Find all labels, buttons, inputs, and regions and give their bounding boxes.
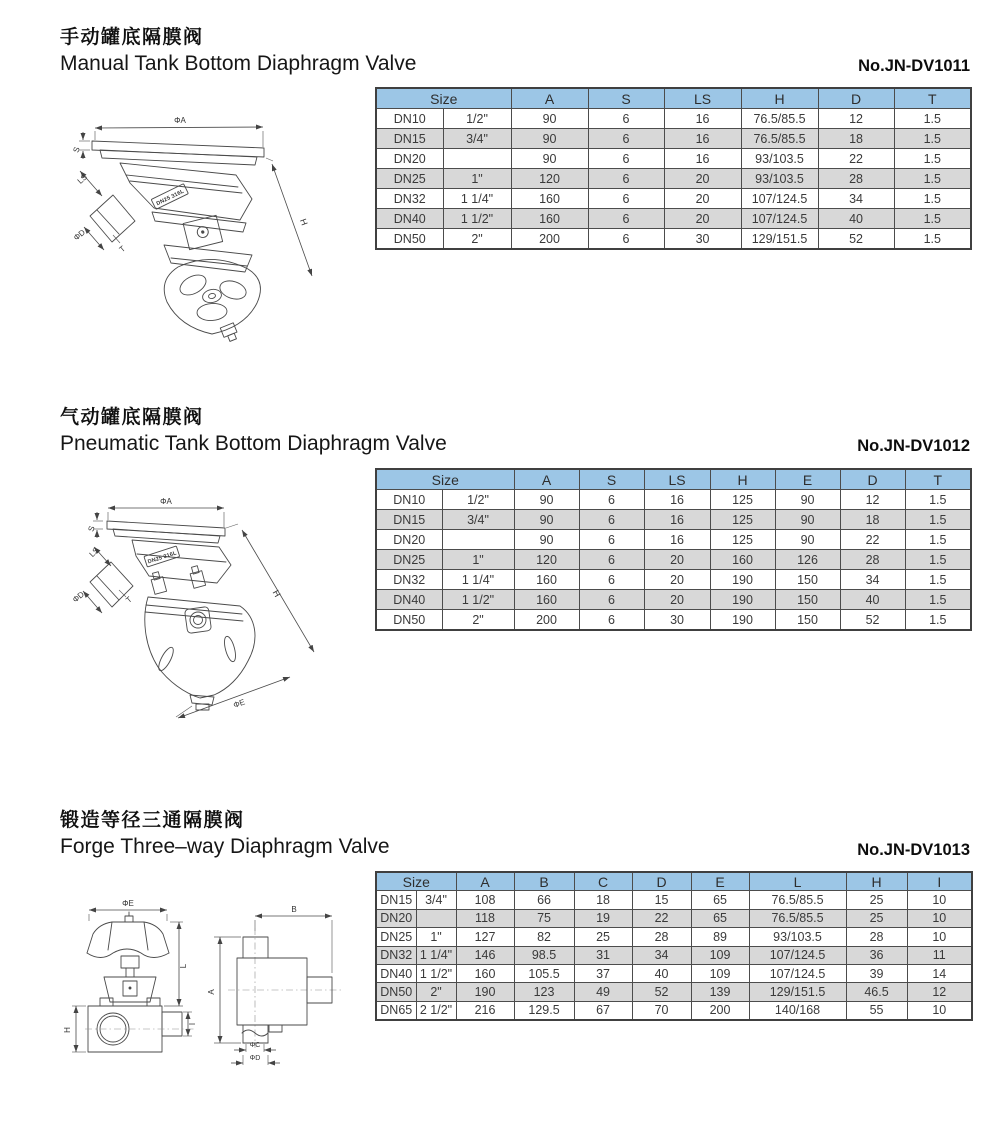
dim-label-phi-a: ΦA bbox=[174, 116, 186, 125]
table-cell: 160 bbox=[514, 590, 579, 610]
table-row bbox=[376, 590, 971, 610]
table-cell: 20 bbox=[644, 590, 710, 610]
table-cell: 6 bbox=[579, 510, 644, 530]
table-cell: 18 bbox=[574, 891, 632, 909]
dim-label-l: L bbox=[179, 963, 188, 969]
table-cell: 75 bbox=[514, 909, 574, 927]
column-header: D bbox=[818, 88, 894, 109]
table-cell: 66 bbox=[514, 891, 574, 909]
table-cell: DN10 bbox=[376, 109, 443, 129]
table-cell: 6 bbox=[579, 610, 644, 631]
table-cell: 140/168 bbox=[749, 1001, 846, 1020]
manual-valve-dimensions bbox=[71, 116, 312, 276]
table-cell: 1.5 bbox=[894, 189, 971, 209]
section3-title-en: Forge Three–way Diaphragm Valve bbox=[60, 835, 390, 858]
table-cell: 90 bbox=[775, 530, 840, 550]
table-cell: 16 bbox=[664, 149, 741, 169]
table-cell: 1.5 bbox=[894, 169, 971, 189]
column-header: C bbox=[574, 872, 632, 891]
pneumatic-valve-drawing bbox=[45, 478, 335, 746]
table-row bbox=[376, 149, 971, 169]
table-cell: DN50 bbox=[376, 983, 416, 1001]
table-row bbox=[376, 983, 972, 1001]
table-cell: 12 bbox=[840, 490, 905, 510]
table-cell: 1.5 bbox=[905, 550, 971, 570]
pneumatic-valve-dimensions bbox=[71, 497, 314, 718]
table-cell: 28 bbox=[840, 550, 905, 570]
table-cell: 1 1/2" bbox=[442, 590, 514, 610]
table-cell: 10 bbox=[907, 909, 972, 927]
column-header: D bbox=[840, 469, 905, 490]
table-cell: 2" bbox=[416, 983, 456, 1001]
table-cell: 90 bbox=[775, 490, 840, 510]
table-row bbox=[376, 169, 971, 189]
table-cell: 20 bbox=[664, 169, 741, 189]
table-cell: 90 bbox=[775, 510, 840, 530]
table-cell: 1 1/4" bbox=[416, 946, 456, 964]
table-cell: 2" bbox=[443, 229, 511, 250]
column-header: LS bbox=[644, 469, 710, 490]
table-cell: 25 bbox=[574, 928, 632, 946]
table-cell bbox=[442, 530, 514, 550]
table-cell: DN20 bbox=[376, 909, 416, 927]
table-row bbox=[376, 570, 971, 590]
column-header: I bbox=[907, 872, 972, 891]
column-header: L bbox=[749, 872, 846, 891]
table-cell: 3/4" bbox=[416, 891, 456, 909]
table-cell: 129/151.5 bbox=[749, 983, 846, 1001]
table-row bbox=[376, 610, 971, 631]
table-cell: 190 bbox=[710, 610, 775, 631]
table-row bbox=[376, 510, 971, 530]
badge-label: DN25 316L bbox=[147, 550, 178, 566]
table-cell: 76.5/85.5 bbox=[749, 891, 846, 909]
table-row bbox=[376, 129, 971, 149]
dim-label-i: I bbox=[188, 1022, 197, 1026]
table-cell: 14 bbox=[907, 964, 972, 982]
column-header: T bbox=[894, 88, 971, 109]
badge-label: DN25 316L bbox=[155, 188, 186, 208]
table-cell: 22 bbox=[818, 149, 894, 169]
table-cell: 1" bbox=[416, 928, 456, 946]
table-cell: 150 bbox=[775, 590, 840, 610]
table-cell: 2 1/2" bbox=[416, 1001, 456, 1020]
table-cell: 90 bbox=[511, 149, 588, 169]
table-cell: DN20 bbox=[376, 530, 442, 550]
table-cell: 82 bbox=[514, 928, 574, 946]
table-cell: 160 bbox=[456, 964, 514, 982]
table-cell: 107/124.5 bbox=[749, 946, 846, 964]
table-cell: 200 bbox=[514, 610, 579, 631]
table-row bbox=[376, 550, 971, 570]
table-cell: DN10 bbox=[376, 490, 442, 510]
dim-label-phi-d: ΦD bbox=[70, 589, 86, 605]
table-cell: 70 bbox=[632, 1001, 691, 1020]
table-cell: 16 bbox=[644, 490, 710, 510]
table-cell: 20 bbox=[664, 209, 741, 229]
table-cell: 22 bbox=[840, 530, 905, 550]
table-cell: 52 bbox=[840, 610, 905, 631]
table-row bbox=[376, 229, 971, 250]
table-cell: 90 bbox=[514, 510, 579, 530]
table-row bbox=[376, 928, 972, 946]
column-header: Size bbox=[376, 469, 514, 490]
table-cell: 16 bbox=[664, 109, 741, 129]
table-cell: 34 bbox=[818, 189, 894, 209]
table-cell: 30 bbox=[664, 229, 741, 250]
table-cell: 90 bbox=[511, 109, 588, 129]
table-cell: 16 bbox=[664, 129, 741, 149]
table-cell: 49 bbox=[574, 983, 632, 1001]
table-cell: 11 bbox=[907, 946, 972, 964]
column-header: S bbox=[588, 88, 664, 109]
table-cell: DN40 bbox=[376, 590, 442, 610]
section2-model-no: No.JN-DV1012 bbox=[857, 437, 970, 455]
table-cell: 12 bbox=[907, 983, 972, 1001]
table-cell: 2" bbox=[442, 610, 514, 631]
threeway-spec-table bbox=[375, 871, 973, 1021]
table-cell: 19 bbox=[574, 909, 632, 927]
table-row bbox=[376, 189, 971, 209]
table-cell: 89 bbox=[691, 928, 749, 946]
table-cell: 18 bbox=[818, 129, 894, 149]
table-cell: DN40 bbox=[376, 209, 443, 229]
table-cell: 1.5 bbox=[894, 229, 971, 250]
dim-label-h: H bbox=[298, 217, 310, 227]
table-cell: 28 bbox=[846, 928, 907, 946]
table-cell: 76.5/85.5 bbox=[741, 129, 818, 149]
table-cell: 125 bbox=[710, 510, 775, 530]
table-cell: 146 bbox=[456, 946, 514, 964]
table-cell: 6 bbox=[588, 149, 664, 169]
pneumatic-spec-table bbox=[375, 468, 972, 631]
table-cell: DN32 bbox=[376, 189, 443, 209]
table-cell: 55 bbox=[846, 1001, 907, 1020]
table-cell: 1.5 bbox=[905, 510, 971, 530]
table-cell: 123 bbox=[514, 983, 574, 1001]
table-cell: 6 bbox=[588, 209, 664, 229]
table-cell: 6 bbox=[579, 490, 644, 510]
table-cell: 20 bbox=[644, 550, 710, 570]
table-cell: 107/124.5 bbox=[741, 189, 818, 209]
manual-valve-drawing bbox=[45, 98, 335, 348]
table-cell: 105.5 bbox=[514, 964, 574, 982]
table-cell: 67 bbox=[574, 1001, 632, 1020]
table-cell: 76.5/85.5 bbox=[749, 909, 846, 927]
manual-valve-body bbox=[90, 141, 264, 343]
section1-title-en: Manual Tank Bottom Diaphragm Valve bbox=[60, 52, 417, 75]
table-cell: 6 bbox=[588, 189, 664, 209]
table-cell: 125 bbox=[710, 490, 775, 510]
table-cell: 160 bbox=[710, 550, 775, 570]
column-header: H bbox=[710, 469, 775, 490]
table-cell: 1.5 bbox=[905, 530, 971, 550]
table-cell: DN50 bbox=[376, 610, 442, 631]
table-cell: 12 bbox=[818, 109, 894, 129]
table-cell: 28 bbox=[818, 169, 894, 189]
table-cell: 46.5 bbox=[846, 983, 907, 1001]
table-cell: 6 bbox=[588, 169, 664, 189]
table-cell: 1/2" bbox=[443, 109, 511, 129]
pneumatic-valve-body bbox=[87, 521, 255, 710]
dim-label-t: T bbox=[124, 594, 134, 605]
column-header: T bbox=[905, 469, 971, 490]
table-cell: 200 bbox=[511, 229, 588, 250]
table-cell: 20 bbox=[664, 189, 741, 209]
dim-label-ls: LS bbox=[75, 172, 89, 186]
table-cell: 120 bbox=[511, 169, 588, 189]
section3-model-no: No.JN-DV1013 bbox=[857, 841, 970, 859]
table-cell: 190 bbox=[456, 983, 514, 1001]
table-cell: DN50 bbox=[376, 229, 443, 250]
section3-title-zh: 锻造等径三通隔膜阀 bbox=[60, 810, 245, 831]
table-cell: 1/2" bbox=[442, 490, 514, 510]
table-cell: 1 1/2" bbox=[443, 209, 511, 229]
header-row bbox=[376, 88, 971, 109]
table-cell: 160 bbox=[511, 209, 588, 229]
table-cell: 28 bbox=[632, 928, 691, 946]
column-header: Size bbox=[376, 872, 456, 891]
table-cell: 15 bbox=[632, 891, 691, 909]
table-cell: 120 bbox=[514, 550, 579, 570]
dim-label-t: T bbox=[117, 244, 128, 255]
table-cell: 1 1/2" bbox=[416, 964, 456, 982]
table-cell: 216 bbox=[456, 1001, 514, 1020]
table-cell: 160 bbox=[511, 189, 588, 209]
table-cell: 1 1/4" bbox=[443, 189, 511, 209]
table-cell: 109 bbox=[691, 964, 749, 982]
table-cell: 10 bbox=[907, 928, 972, 946]
table-cell: 1" bbox=[443, 169, 511, 189]
table-cell: 1.5 bbox=[894, 109, 971, 129]
dim-label-ls: LS bbox=[87, 545, 101, 559]
table-cell: 16 bbox=[644, 530, 710, 550]
table-row bbox=[376, 1001, 972, 1020]
table-cell: 3/4" bbox=[442, 510, 514, 530]
dim-label-phi-d: ΦD bbox=[71, 227, 87, 243]
table-cell: 118 bbox=[456, 909, 514, 927]
table-cell: 107/124.5 bbox=[749, 964, 846, 982]
dim-label-a: A bbox=[207, 989, 216, 995]
dim-label-h: H bbox=[270, 588, 283, 599]
table-cell: 16 bbox=[644, 510, 710, 530]
table-cell: 6 bbox=[579, 550, 644, 570]
column-header: LS bbox=[664, 88, 741, 109]
table-cell: 125 bbox=[710, 530, 775, 550]
section2-title-en: Pneumatic Tank Bottom Diaphragm Valve bbox=[60, 432, 447, 455]
table-cell: 1.5 bbox=[894, 149, 971, 169]
column-header: Size bbox=[376, 88, 511, 109]
table-cell: 127 bbox=[456, 928, 514, 946]
table-cell: 129.5 bbox=[514, 1001, 574, 1020]
table-cell: 76.5/85.5 bbox=[741, 109, 818, 129]
table-cell: 6 bbox=[579, 590, 644, 610]
table-cell: 1.5 bbox=[905, 570, 971, 590]
table-row bbox=[376, 109, 971, 129]
table-cell: 126 bbox=[775, 550, 840, 570]
table-row bbox=[376, 891, 972, 909]
table-cell: DN15 bbox=[376, 129, 443, 149]
table-cell: 40 bbox=[818, 209, 894, 229]
pneumatic-valve-badge bbox=[144, 546, 180, 567]
table-cell: 30 bbox=[644, 610, 710, 631]
section1-model-no: No.JN-DV1011 bbox=[858, 57, 970, 75]
table-row bbox=[376, 909, 972, 927]
table-cell: 40 bbox=[840, 590, 905, 610]
table-cell: 6 bbox=[588, 129, 664, 149]
table-cell: DN40 bbox=[376, 964, 416, 982]
table-cell: 98.5 bbox=[514, 946, 574, 964]
table-cell: 25 bbox=[846, 909, 907, 927]
table-cell: DN65 bbox=[376, 1001, 416, 1020]
table-cell: 6 bbox=[588, 229, 664, 250]
table-cell: 1.5 bbox=[894, 209, 971, 229]
table-cell: 1.5 bbox=[905, 490, 971, 510]
table-cell: DN20 bbox=[376, 149, 443, 169]
dim-label-s: S bbox=[71, 145, 82, 154]
table-cell: 25 bbox=[846, 891, 907, 909]
threeway-valve-drawing bbox=[55, 896, 355, 1072]
table-cell: 90 bbox=[514, 530, 579, 550]
column-header: E bbox=[775, 469, 840, 490]
table-row bbox=[376, 490, 971, 510]
section1-title-zh: 手动罐底隔膜阀 bbox=[60, 27, 204, 48]
table-cell: 20 bbox=[644, 570, 710, 590]
table-cell: 109 bbox=[691, 946, 749, 964]
table-cell: 1.5 bbox=[894, 129, 971, 149]
table-cell: 150 bbox=[775, 570, 840, 590]
table-cell: DN32 bbox=[376, 570, 442, 590]
column-header: H bbox=[846, 872, 907, 891]
table-cell: 1" bbox=[442, 550, 514, 570]
dim-label-phi-e: ΦE bbox=[232, 697, 247, 710]
table-cell: 129/151.5 bbox=[741, 229, 818, 250]
table-cell: 3/4" bbox=[443, 129, 511, 149]
dim-label-s: S bbox=[86, 524, 97, 533]
table-cell: 65 bbox=[691, 891, 749, 909]
column-header: D bbox=[632, 872, 691, 891]
table-cell: 1.5 bbox=[905, 610, 971, 631]
table-cell: 6 bbox=[579, 530, 644, 550]
table-cell: 1 1/4" bbox=[442, 570, 514, 590]
table-cell: 90 bbox=[514, 490, 579, 510]
table-cell: 93/103.5 bbox=[749, 928, 846, 946]
table-cell: 65 bbox=[691, 909, 749, 927]
table-row bbox=[376, 964, 972, 982]
table-cell bbox=[416, 909, 456, 927]
table-cell: 6 bbox=[588, 109, 664, 129]
dim-label-phi-e: ΦE bbox=[122, 899, 134, 908]
table-cell: DN25 bbox=[376, 550, 442, 570]
table-cell: 52 bbox=[632, 983, 691, 1001]
column-header: S bbox=[579, 469, 644, 490]
column-header: E bbox=[691, 872, 749, 891]
manual-spec-table bbox=[375, 87, 972, 250]
table-cell: 34 bbox=[840, 570, 905, 590]
table-row bbox=[376, 946, 972, 964]
table-cell: 200 bbox=[691, 1001, 749, 1020]
table-cell: DN25 bbox=[376, 928, 416, 946]
dim-label-b: B bbox=[291, 905, 297, 914]
dim-label-phi-c: ΦC bbox=[249, 1042, 261, 1049]
table-cell: 107/124.5 bbox=[741, 209, 818, 229]
threeway-front-view bbox=[87, 912, 182, 1052]
table-cell: 93/103.5 bbox=[741, 149, 818, 169]
manual-valve-badge bbox=[151, 184, 188, 210]
table-cell: 139 bbox=[691, 983, 749, 1001]
table-cell: DN32 bbox=[376, 946, 416, 964]
table-cell: 52 bbox=[818, 229, 894, 250]
table-cell: DN15 bbox=[376, 891, 416, 909]
table-cell: 34 bbox=[632, 946, 691, 964]
table-cell: 40 bbox=[632, 964, 691, 982]
table-cell: 190 bbox=[710, 570, 775, 590]
column-header: H bbox=[741, 88, 818, 109]
table-cell: 22 bbox=[632, 909, 691, 927]
dim-label-phi-d: ΦD bbox=[249, 1055, 261, 1062]
table-cell: 10 bbox=[907, 891, 972, 909]
table-cell: 6 bbox=[579, 570, 644, 590]
header-row bbox=[376, 469, 971, 490]
dim-label-h: H bbox=[63, 1027, 72, 1033]
table-cell: 31 bbox=[574, 946, 632, 964]
table-cell: 90 bbox=[511, 129, 588, 149]
column-header: A bbox=[456, 872, 514, 891]
table-cell: 37 bbox=[574, 964, 632, 982]
threeway-side-view-dimensions bbox=[207, 905, 332, 1065]
dim-label-phi-a: ΦA bbox=[160, 497, 172, 506]
table-cell: 150 bbox=[775, 610, 840, 631]
table-cell: DN15 bbox=[376, 510, 442, 530]
table-cell: 190 bbox=[710, 590, 775, 610]
table-cell: DN25 bbox=[376, 169, 443, 189]
table-cell: 1.5 bbox=[905, 590, 971, 610]
table-cell bbox=[443, 149, 511, 169]
table-cell: 39 bbox=[846, 964, 907, 982]
table-cell: 10 bbox=[907, 1001, 972, 1020]
table-cell: 36 bbox=[846, 946, 907, 964]
table-cell: 108 bbox=[456, 891, 514, 909]
column-header: A bbox=[514, 469, 579, 490]
table-cell: 160 bbox=[514, 570, 579, 590]
column-header: A bbox=[511, 88, 588, 109]
section2-title-zh: 气动罐底隔膜阀 bbox=[60, 407, 204, 428]
table-row bbox=[376, 209, 971, 229]
table-cell: 93/103.5 bbox=[741, 169, 818, 189]
table-cell: 18 bbox=[840, 510, 905, 530]
table-row bbox=[376, 530, 971, 550]
header-row bbox=[376, 872, 972, 891]
column-header: B bbox=[514, 872, 574, 891]
